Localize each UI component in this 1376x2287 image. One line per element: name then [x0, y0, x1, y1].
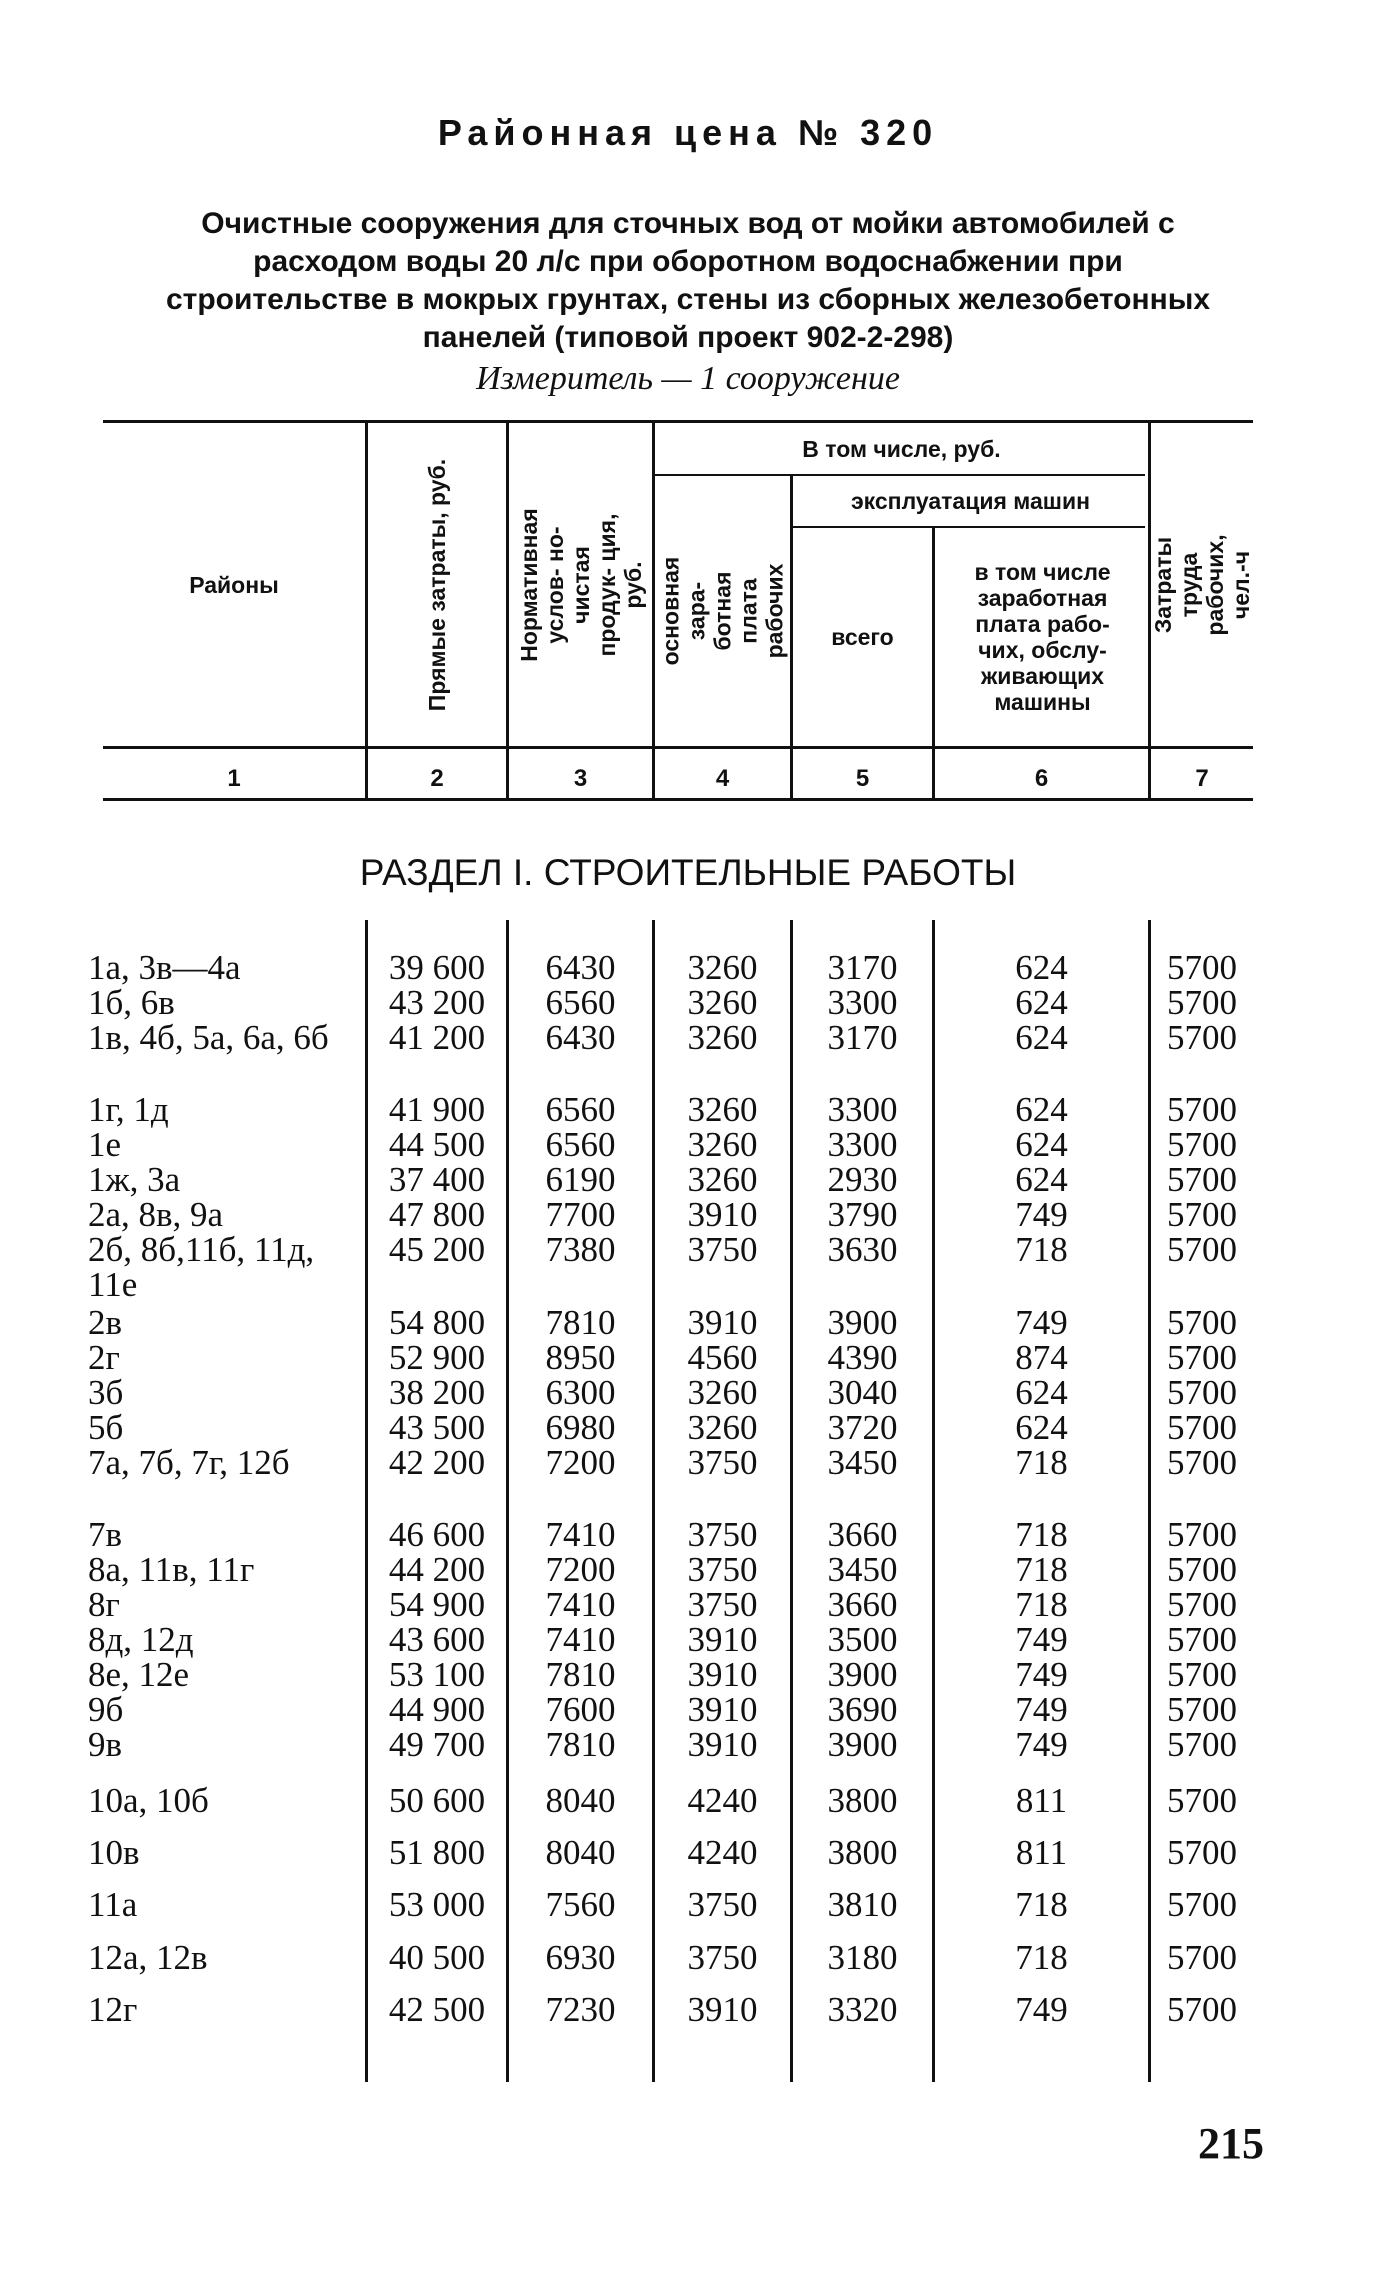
- value-cell-c4: 3260: [687, 983, 758, 1022]
- value-cell-c2: 40 500: [388, 1938, 486, 1977]
- value-cell-c7: 5700: [1167, 1303, 1237, 1342]
- value-cell-c6: 624: [1015, 1373, 1068, 1412]
- region-cell: 2а, 8в, 9а: [88, 1195, 224, 1234]
- region-cell: 3б: [88, 1373, 124, 1412]
- value-cell-c7: 5700: [1167, 1885, 1237, 1924]
- value-cell-c5: 3500: [827, 1620, 898, 1659]
- region-cell: 1ж, 3а: [88, 1160, 181, 1199]
- value-cell-c6: 811: [1015, 1781, 1068, 1820]
- region-cell: 2б, 8б,11б, 11д, 11е: [88, 1230, 315, 1304]
- value-cell-c4: 3260: [687, 1373, 758, 1412]
- value-cell-c3: 7560: [545, 1885, 616, 1924]
- value-cell-c5: 3690: [827, 1690, 898, 1729]
- header-direct-costs: Прямые затраты, руб.: [424, 458, 451, 711]
- value-cell-c3: 7810: [545, 1725, 616, 1764]
- value-cell-c2: 46 600: [388, 1515, 486, 1554]
- region-cell: 12г: [88, 1990, 138, 2029]
- value-cell-c6: 749: [1015, 1725, 1068, 1764]
- value-cell-c2: 41 200: [388, 1018, 486, 1057]
- value-cell-c5: 3300: [827, 983, 898, 1022]
- value-cell-c6: 624: [1015, 1160, 1068, 1199]
- value-cell-c4: 3260: [687, 1408, 758, 1447]
- value-cell-c6: 749: [1015, 1195, 1068, 1234]
- value-cell-c4: 4560: [687, 1338, 758, 1377]
- value-cell-c5: 3900: [827, 1655, 898, 1694]
- region-cell: 12а, 12в: [88, 1938, 208, 1977]
- header-machine-operation: эксплуатация машин: [850, 488, 1091, 514]
- value-cell-c7: 5700: [1167, 1195, 1237, 1234]
- value-cell-c5: 3180: [827, 1938, 898, 1977]
- value-cell-c7: 5700: [1167, 1018, 1237, 1057]
- value-cell-c5: 3660: [827, 1585, 898, 1624]
- value-cell-c3: 6930: [545, 1938, 616, 1977]
- value-cell-c6: 749: [1015, 1990, 1068, 2029]
- value-cell-c4: 3260: [687, 948, 758, 987]
- value-cell-c6: 624: [1015, 948, 1068, 987]
- value-cell-c2: 44 900: [388, 1690, 486, 1729]
- value-cell-c4: 3750: [687, 1585, 758, 1624]
- column-number: 3: [573, 765, 588, 792]
- value-cell-c5: 3900: [827, 1303, 898, 1342]
- value-cell-c4: 3750: [687, 1230, 758, 1269]
- value-cell-c7: 5700: [1167, 1938, 1237, 1977]
- value-cell-c6: 874: [1015, 1338, 1068, 1377]
- value-cell-c7: 5700: [1167, 1230, 1237, 1269]
- value-cell-c7: 5700: [1167, 1125, 1237, 1164]
- value-cell-c4: 3910: [687, 1195, 758, 1234]
- value-cell-c7: 5700: [1167, 1408, 1237, 1447]
- value-cell-c2: 53 100: [388, 1655, 486, 1694]
- region-cell: 10а, 10б: [88, 1781, 209, 1820]
- value-cell-c5: 3040: [827, 1373, 898, 1412]
- value-cell-c7: 5700: [1167, 1990, 1237, 2029]
- value-cell-c6: 718: [1015, 1550, 1068, 1589]
- value-cell-c2: 49 700: [388, 1725, 486, 1764]
- value-cell-c3: 7200: [545, 1443, 616, 1482]
- value-cell-c3: 6560: [545, 983, 616, 1022]
- value-cell-c4: 3260: [687, 1018, 758, 1057]
- value-cell-c7: 5700: [1167, 1620, 1237, 1659]
- value-cell-c2: 42 500: [388, 1990, 486, 2029]
- header-regions: Районы: [189, 571, 279, 598]
- value-cell-c7: 5700: [1167, 948, 1237, 987]
- value-cell-c6: 718: [1015, 1230, 1068, 1269]
- value-cell-c5: 3800: [827, 1833, 898, 1872]
- region-cell: 9в: [88, 1725, 123, 1764]
- column-number: 1: [227, 765, 241, 792]
- value-cell-c5: 3450: [827, 1550, 898, 1589]
- region-cell: 1г, 1д: [88, 1090, 169, 1129]
- value-cell-c2: 53 000: [388, 1885, 486, 1924]
- value-cell-c3: 6430: [545, 948, 616, 987]
- subtitle-line: Очистные сооружения для сточных вод от мойки автомобилей с: [201, 207, 1175, 240]
- value-cell-c5: 3300: [827, 1090, 898, 1129]
- region-cell: 11а: [88, 1885, 138, 1924]
- value-cell-c4: 3750: [687, 1885, 758, 1924]
- value-cell-c4: 3260: [687, 1090, 758, 1129]
- value-cell-c4: 3750: [687, 1550, 758, 1589]
- value-cell-c2: 41 900: [388, 1090, 486, 1129]
- value-cell-c5: 3630: [827, 1230, 898, 1269]
- value-cell-c3: 6560: [545, 1090, 616, 1129]
- value-cell-c4: 4240: [687, 1781, 758, 1820]
- value-cell-c4: 4240: [687, 1833, 758, 1872]
- value-cell-c7: 5700: [1167, 1833, 1237, 1872]
- column-number: 7: [1195, 765, 1209, 792]
- value-cell-c2: 50 600: [388, 1781, 486, 1820]
- value-cell-c2: 43 500: [388, 1408, 486, 1447]
- subtitle-line: панелей (типовой проект 902-2-298): [422, 321, 954, 354]
- value-cell-c5: 3900: [827, 1725, 898, 1764]
- value-cell-c6: 624: [1015, 1090, 1068, 1129]
- value-cell-c7: 5700: [1167, 1338, 1237, 1377]
- value-cell-c6: 749: [1015, 1620, 1068, 1659]
- value-cell-c5: 3170: [827, 948, 898, 987]
- value-cell-c4: 3750: [687, 1515, 758, 1554]
- subtitle-line: расходом воды 20 л/с при оборотном водоснабжении при: [253, 245, 1123, 278]
- column-number: 2: [430, 765, 444, 792]
- value-cell-c7: 5700: [1167, 1690, 1237, 1729]
- value-cell-c3: 8950: [545, 1338, 616, 1377]
- section-title: РАЗДЕЛ I. СТРОИТЕЛЬНЫЕ РАБОТЫ: [359, 852, 1017, 893]
- region-cell: 10в: [88, 1833, 140, 1872]
- region-cell: 1б, 6в: [88, 983, 175, 1022]
- value-cell-c2: 47 800: [388, 1195, 486, 1234]
- region-cell: 7а, 7б, 7г, 12б: [88, 1443, 290, 1482]
- value-cell-c6: 718: [1015, 1585, 1068, 1624]
- value-cell-c5: 2930: [827, 1160, 898, 1199]
- column-number: 4: [715, 765, 730, 792]
- value-cell-c4: 3910: [687, 1620, 758, 1659]
- value-cell-c6: 718: [1015, 1443, 1068, 1482]
- value-cell-c5: 3790: [827, 1195, 898, 1234]
- value-cell-c6: 624: [1015, 1408, 1068, 1447]
- value-cell-c2: 37 400: [388, 1160, 486, 1199]
- value-cell-c2: 45 200: [388, 1230, 486, 1269]
- header-basic-wages: основная зара- ботная плата рабочих: [657, 556, 788, 666]
- value-cell-c5: 3300: [827, 1125, 898, 1164]
- value-cell-c6: 624: [1015, 1018, 1068, 1057]
- value-cell-c6: 718: [1015, 1885, 1068, 1924]
- value-cell-c7: 5700: [1167, 1655, 1237, 1694]
- value-cell-c5: 3660: [827, 1515, 898, 1554]
- value-cell-c2: 54 900: [388, 1585, 486, 1624]
- value-cell-c7: 5700: [1167, 1781, 1237, 1820]
- region-cell: 8д, 12д: [88, 1620, 194, 1659]
- region-cell: 7в: [88, 1515, 123, 1554]
- value-cell-c7: 5700: [1167, 983, 1237, 1022]
- header-labor: Затраты труда рабочих, чел.-ч: [1150, 533, 1254, 636]
- value-cell-c2: 44 200: [388, 1550, 486, 1589]
- value-cell-c6: 624: [1015, 983, 1068, 1022]
- region-cell: 1а, 3в—4а: [88, 948, 241, 987]
- measure-unit: Измеритель — 1 сооружение: [476, 360, 900, 397]
- value-cell-c2: 39 600: [388, 948, 486, 987]
- subtitle-line: строительстве в мокрых грунтах, стены из сборных железобетонных: [165, 283, 1211, 316]
- header-machine-total: всего: [831, 624, 894, 650]
- value-cell-c3: 6430: [545, 1018, 616, 1057]
- value-cell-c5: 3810: [827, 1885, 898, 1924]
- header-normative-net: Нормативная услов- но-чистая продук- ция, руб.: [515, 507, 646, 662]
- region-cell: 8а, 11в, 11г: [88, 1550, 255, 1589]
- value-cell-c2: 54 800: [388, 1303, 486, 1342]
- value-cell-c3: 6190: [545, 1160, 616, 1199]
- value-cell-c7: 5700: [1167, 1515, 1237, 1554]
- value-cell-c7: 5700: [1167, 1443, 1237, 1482]
- value-cell-c3: 7200: [545, 1550, 616, 1589]
- value-cell-c7: 5700: [1167, 1585, 1237, 1624]
- value-cell-c4: 3910: [687, 1655, 758, 1694]
- value-cell-c3: 7810: [545, 1303, 616, 1342]
- value-cell-c7: 5700: [1167, 1550, 1237, 1589]
- value-cell-c4: 3750: [687, 1443, 758, 1482]
- value-cell-c2: 38 200: [388, 1373, 486, 1412]
- region-cell: 2в: [88, 1303, 123, 1342]
- value-cell-c2: 52 900: [388, 1338, 486, 1377]
- value-cell-c4: 3260: [687, 1125, 758, 1164]
- region-cell: 1е: [88, 1125, 122, 1164]
- value-cell-c2: 43 600: [388, 1620, 486, 1659]
- value-cell-c3: 6560: [545, 1125, 616, 1164]
- region-cell: 8е, 12е: [88, 1655, 190, 1694]
- header-bottom-rule: [103, 746, 1253, 749]
- value-cell-c5: 3320: [827, 1990, 898, 2029]
- value-cell-c6: 749: [1015, 1303, 1068, 1342]
- value-cell-c4: 3910: [687, 1990, 758, 2029]
- value-cell-c3: 7410: [545, 1620, 616, 1659]
- value-cell-c4: 3750: [687, 1938, 758, 1977]
- value-cell-c6: 749: [1015, 1655, 1068, 1694]
- value-cell-c3: 6980: [545, 1408, 616, 1447]
- region-cell: 5б: [88, 1408, 124, 1447]
- page-title: Районная цена № 320: [437, 112, 939, 153]
- value-cell-c4: 3260: [687, 1160, 758, 1199]
- value-cell-c7: 5700: [1167, 1090, 1237, 1129]
- column-number: 6: [1034, 765, 1049, 792]
- value-cell-c7: 5700: [1167, 1160, 1237, 1199]
- value-cell-c5: 4390: [827, 1338, 898, 1377]
- page-number: 215: [1198, 2119, 1264, 2168]
- value-cell-c2: 51 800: [388, 1833, 486, 1872]
- value-cell-c7: 5700: [1167, 1373, 1237, 1412]
- value-cell-c3: 7700: [545, 1195, 616, 1234]
- value-cell-c3: 8040: [545, 1833, 616, 1872]
- value-cell-c3: 7600: [545, 1690, 616, 1729]
- value-cell-c5: 3720: [827, 1408, 898, 1447]
- value-cell-c6: 749: [1015, 1690, 1068, 1729]
- value-cell-c5: 3800: [827, 1781, 898, 1820]
- value-cell-c4: 3910: [687, 1725, 758, 1764]
- value-cell-c2: 44 500: [388, 1125, 486, 1164]
- value-cell-c3: 7810: [545, 1655, 616, 1694]
- value-cell-c3: 7380: [545, 1230, 616, 1269]
- value-cell-c6: 811: [1015, 1833, 1068, 1872]
- value-cell-c3: 8040: [545, 1781, 616, 1820]
- header-including: В том числе, руб.: [802, 435, 1001, 462]
- header-machine-wages: в том числе заработная плата рабо- чих, обслу- живающих машины: [974, 559, 1111, 715]
- value-cell-c3: 6300: [545, 1373, 616, 1412]
- value-cell-c3: 7410: [545, 1585, 616, 1624]
- value-cell-c3: 7230: [545, 1990, 616, 2029]
- region-cell: 2г: [88, 1338, 120, 1377]
- value-cell-c2: 42 200: [388, 1443, 486, 1482]
- colnum-bottom-rule: [103, 798, 1253, 801]
- value-cell-c5: 3170: [827, 1018, 898, 1057]
- value-cell-c2: 43 200: [388, 983, 486, 1022]
- value-cell-c6: 718: [1015, 1938, 1068, 1977]
- column-number: 5: [855, 765, 870, 792]
- region-cell: 8г: [88, 1585, 120, 1624]
- value-cell-c4: 3910: [687, 1690, 758, 1729]
- value-cell-c6: 624: [1015, 1125, 1068, 1164]
- subtitle: [100, 205, 1276, 357]
- value-cell-c3: 7410: [545, 1515, 616, 1554]
- value-cell-c5: 3450: [827, 1443, 898, 1482]
- value-cell-c4: 3910: [687, 1303, 758, 1342]
- value-cell-c6: 718: [1015, 1515, 1068, 1554]
- region-cell: 1в, 4б, 5а, 6а, 6б: [88, 1018, 329, 1057]
- region-cell: 9б: [88, 1690, 124, 1729]
- value-cell-c7: 5700: [1167, 1725, 1237, 1764]
